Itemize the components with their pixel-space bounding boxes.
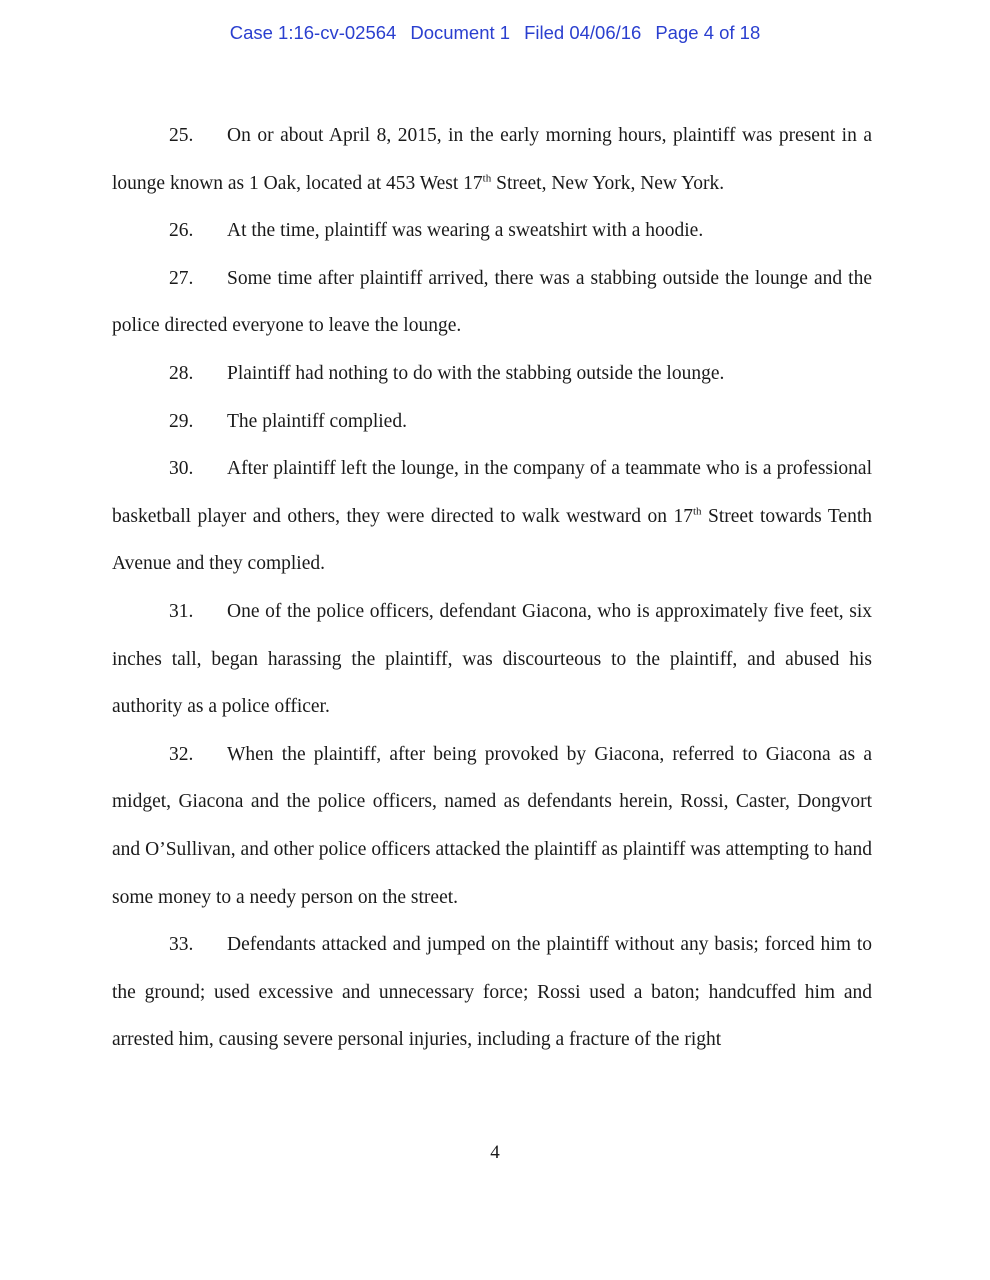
paragraph-number: 32.	[169, 743, 194, 765]
filed-date: Filed 04/06/16	[524, 22, 642, 43]
paragraph-text: After plaintiff left the lounge, in the company of a teammate who is a professional basketball player and others, they were directed to walk westward on 17	[112, 458, 872, 527]
paragraph-25	[112, 112, 872, 207]
superscript: th	[692, 505, 702, 518]
paragraph-26	[112, 207, 872, 255]
paragraph-text: When the plaintiff, after being provoked by Giacona, referred to Giacona as a midget, Giacona and the police officers, named as defendants herein, Rossi, Caster, Dongvort and O’Sullivan, and other police officers attacked the plaintiff as plaintiff was attempting to hand some money to a needy person on the street.	[112, 743, 872, 908]
paragraph-text: On or about April 8, 2015, in the early morning hours, plaintiff was present in a lounge known as 1 Oak, located at 453 West 17	[112, 125, 872, 194]
page-indicator: Page 4 of 18	[655, 22, 761, 43]
paragraph-text: Street, New York, New York.	[491, 172, 725, 194]
document-body	[112, 112, 872, 1064]
paragraph-27	[112, 255, 872, 350]
paragraph-30	[112, 445, 872, 588]
paragraph-text: Street towards Tenth Avenue and they complied.	[112, 505, 872, 575]
page-number: 4	[490, 1142, 500, 1163]
superscript: th	[482, 172, 492, 185]
paragraph-text: Plaintiff had nothing to do with the stabbing outside the lounge.	[227, 362, 725, 384]
paragraph-text: One of the police officers, defendant Giacona, who is approximately five feet, six inches tall, began harassing the plaintiff, was discourteous to the plaintiff, and abused his authority as a police officer.	[112, 600, 872, 718]
case-header	[0, 22, 990, 44]
paragraph-text: Some time after plaintiff arrived, there was a stabbing outside the lounge and the police directed everyone to leave the lounge.	[112, 267, 872, 337]
paragraph-number: 27.	[169, 267, 194, 289]
paragraph-number: 28.	[169, 362, 194, 384]
paragraph-32	[112, 731, 872, 921]
paragraph-number: 30.	[169, 458, 194, 480]
document-number: Document 1	[410, 22, 511, 43]
paragraph-number: 31.	[169, 600, 194, 622]
case-number: Case 1:16-cv-02564	[229, 22, 397, 43]
paragraph-number: 29.	[169, 410, 194, 432]
paragraph-31	[112, 588, 872, 731]
paragraph-text: The plaintiff complied.	[227, 410, 407, 432]
paragraph-28	[112, 350, 872, 398]
paragraph-number: 25.	[169, 125, 194, 146]
paragraph-text: At the time, plaintiff was wearing a sweatshirt with a hoodie.	[227, 220, 704, 242]
paragraph-number: 26.	[169, 220, 194, 242]
paragraph-29	[112, 398, 872, 446]
paragraph-text: Defendants attacked and jumped on the plaintiff without any basis; forced him to the ground; used excessive and unnecessary force; Rossi used a baton; handcuffed him and arrested him, causing severe personal injuries, including a fracture of the right	[112, 934, 872, 1051]
paragraph-33	[112, 921, 872, 1064]
paragraph-number: 33.	[169, 934, 194, 956]
